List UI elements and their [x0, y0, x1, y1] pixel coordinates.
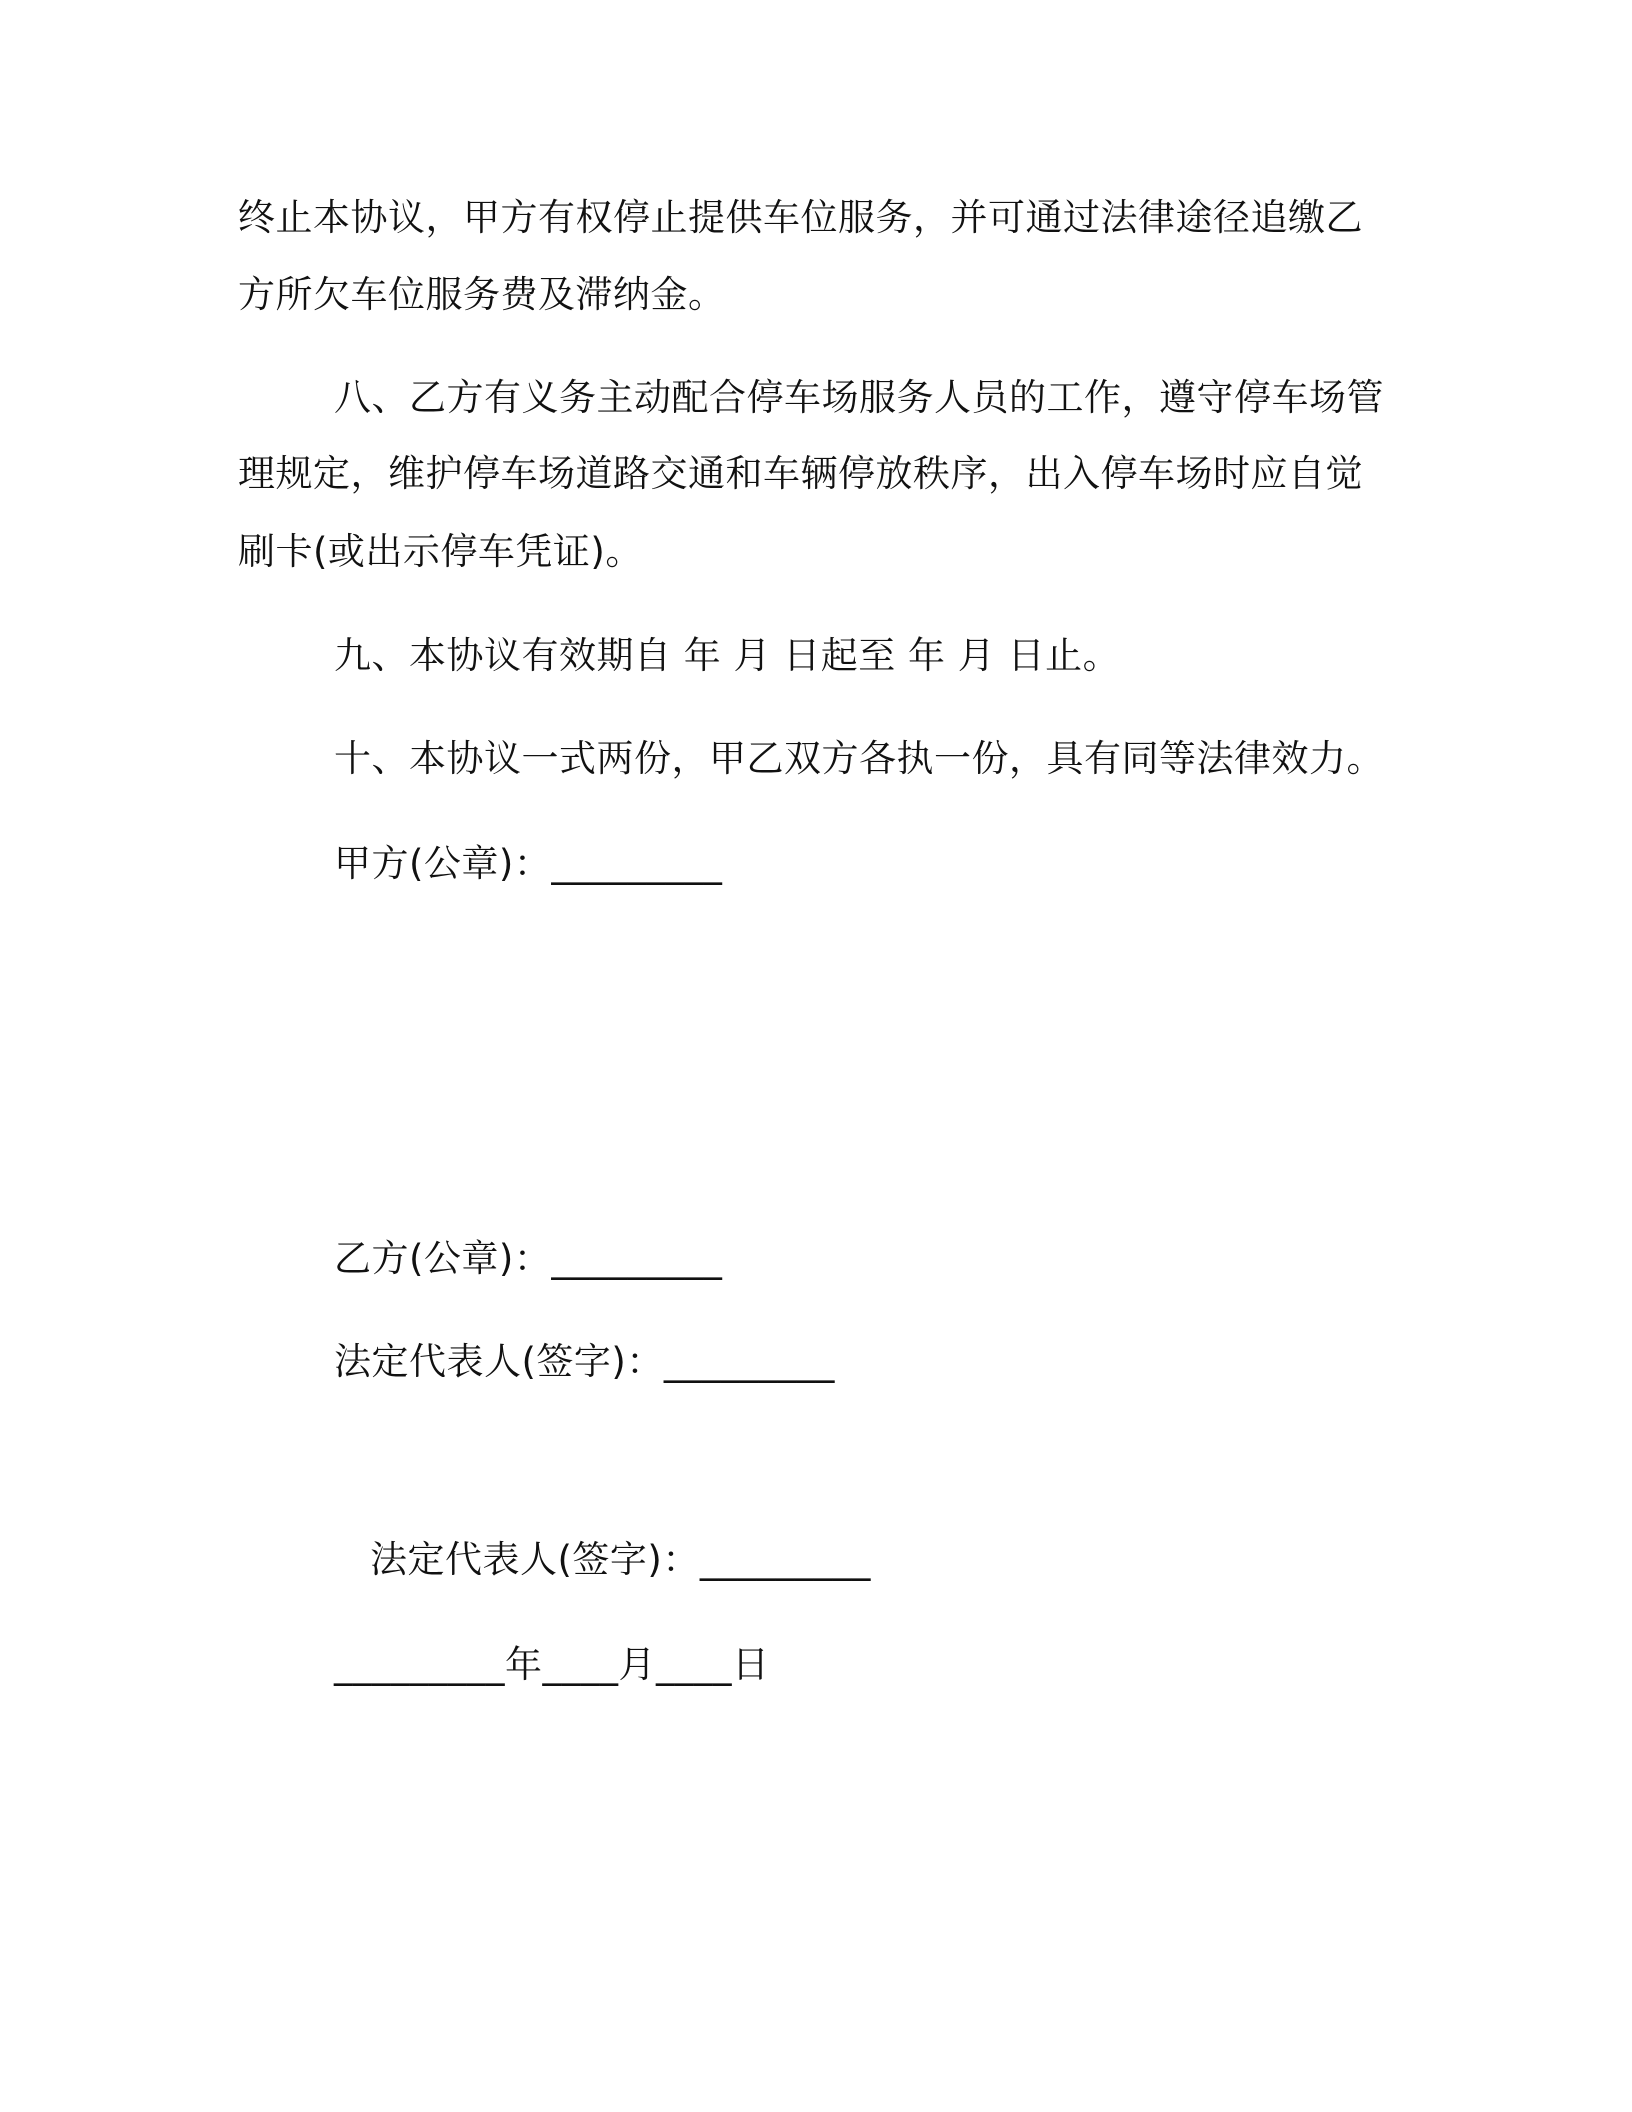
paragraph-9: 九、本协议有效期自 年 月 日起至 年 月 日止。 [334, 634, 1121, 677]
legal-representative-signature-line-1: 法定代表人(签字)：_________ [334, 1340, 835, 1383]
paragraph-7-line-1: 终止本协议，甲方有权停止提供车位服务，并可通过法律途径追缴乙 [238, 196, 1363, 239]
paragraph-10: 十、本协议一式两份，甲乙双方各执一份，具有同等法律效力。 [334, 737, 1384, 780]
paragraph-8-line-1: 八、乙方有义务主动配合停车场服务人员的工作，遵守停车场管 [334, 376, 1384, 419]
date-line: _________年____月____日 [334, 1643, 770, 1686]
party-b-seal-line: 乙方(公章)：_________ [334, 1237, 723, 1280]
paragraph-8-line-2: 理规定，维护停车场道路交通和车辆停放秩序，出入停车场时应自觉 [238, 452, 1363, 495]
paragraph-8-line-3: 刷卡(或出示停车凭证)。 [238, 530, 643, 573]
paragraph-7-line-2: 方所欠车位服务费及滞纳金。 [238, 273, 726, 316]
legal-representative-signature-line-2: 法定代表人(签字)：_________ [370, 1538, 871, 1581]
party-a-seal-line: 甲方(公章)：_________ [334, 842, 723, 885]
